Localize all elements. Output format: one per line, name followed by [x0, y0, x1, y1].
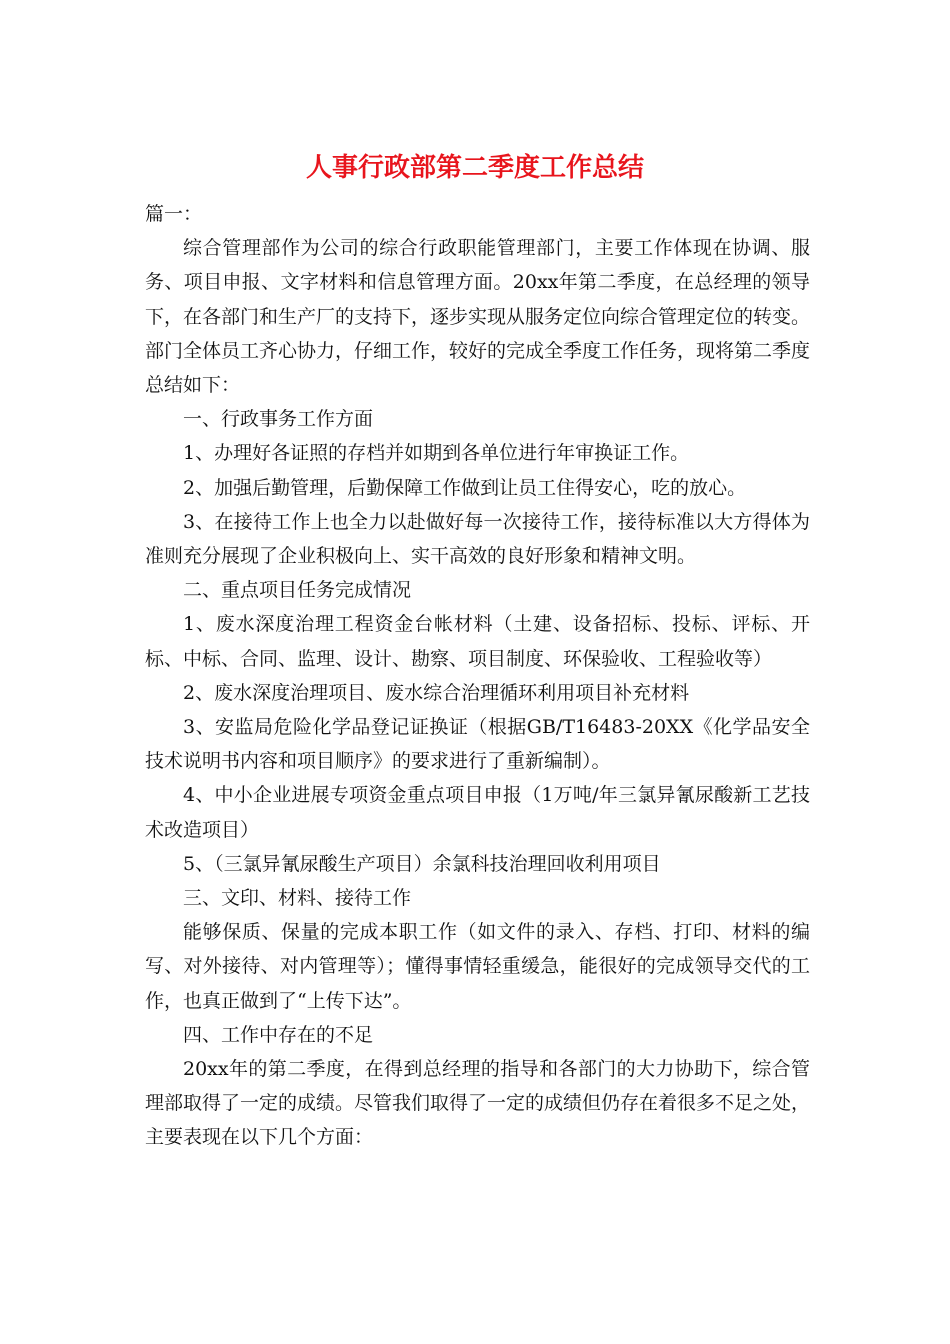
list-item: 3、安监局危险化学品登记证换证（根据GB/T16483-20XX《化学品安全技术说明书内容和项目顺序》的要求进行了重新编制）。 [145, 716, 810, 773]
list-item: 2、废水深度治理项目、废水综合治理循环利用项目补充材料 [183, 681, 690, 704]
section-heading-3: 三、文印、材料、接待工作 [183, 887, 412, 910]
list-item: 3、在接待工作上也全力以赴做好每一次接待工作，接待标准以大方得体为准则充分展现了企业积极向上、实干高效的良好形象和精神文明。 [145, 510, 810, 568]
list-item: 4、中小企业进展专项资金重点项目申报（1万吨/年三氯异氰尿酸新工艺技术改造项目） [145, 784, 810, 841]
list-item: 1、办理好各证照的存档并如期到各单位进行年审换证工作。 [183, 442, 690, 465]
intro-paragraph: 综合管理部作为公司的综合行政职能管理部门，主要工作体现在协调、服务、项目申报、文字材料和信息管理方面。20xx年第二季度，在总经理的领导下，在各部门和生产厂的支持下，逐步实现从服务定位向综合管理定位的转变。部门全体员工齐心协力，仔细工作，较好的完成全季度工作任务，现将第二季度总结如下： [145, 237, 811, 397]
body-paragraph: 20xx年的第二季度，在得到总经理的指导和各部门的大力协助下，综合管理部取得了一定的成绩。尽管我们取得了一定的成绩但仍存在着很多不足之处，主要表现在以下几个方面： [145, 1058, 811, 1149]
section-heading-4: 四、工作中存在的不足 [183, 1023, 374, 1046]
list-item: 5、（三氯异氰尿酸生产项目）余氯科技治理回收利用项目 [183, 852, 661, 875]
section-heading-2: 二、重点项目任务完成情况 [183, 579, 412, 602]
section-label: 篇一： [145, 203, 203, 225]
document-body [145, 197, 810, 1155]
list-item: 1、废水深度治理工程资金台帐材料（土建、设备招标、投标、评标、开标、中标、合同、监理、设计、勘察、项目制度、环保验收、工程验收等） [145, 613, 810, 670]
body-paragraph: 能够保质、保量的完成本职工作（如文件的录入、存档、打印、材料的编写、对外接待、对内管理等）；懂得事情轻重缓急，能很好的完成领导交代的工作，也真正做到了“上传下达”。 [145, 921, 810, 1012]
document-title: 人事行政部第二季度工作总结 [305, 153, 644, 183]
section-heading-1: 一、行政事务工作方面 [183, 408, 374, 431]
list-item: 2、加强后勤管理，后勤保障工作做到让员工住得安心，吃的放心。 [183, 476, 747, 499]
